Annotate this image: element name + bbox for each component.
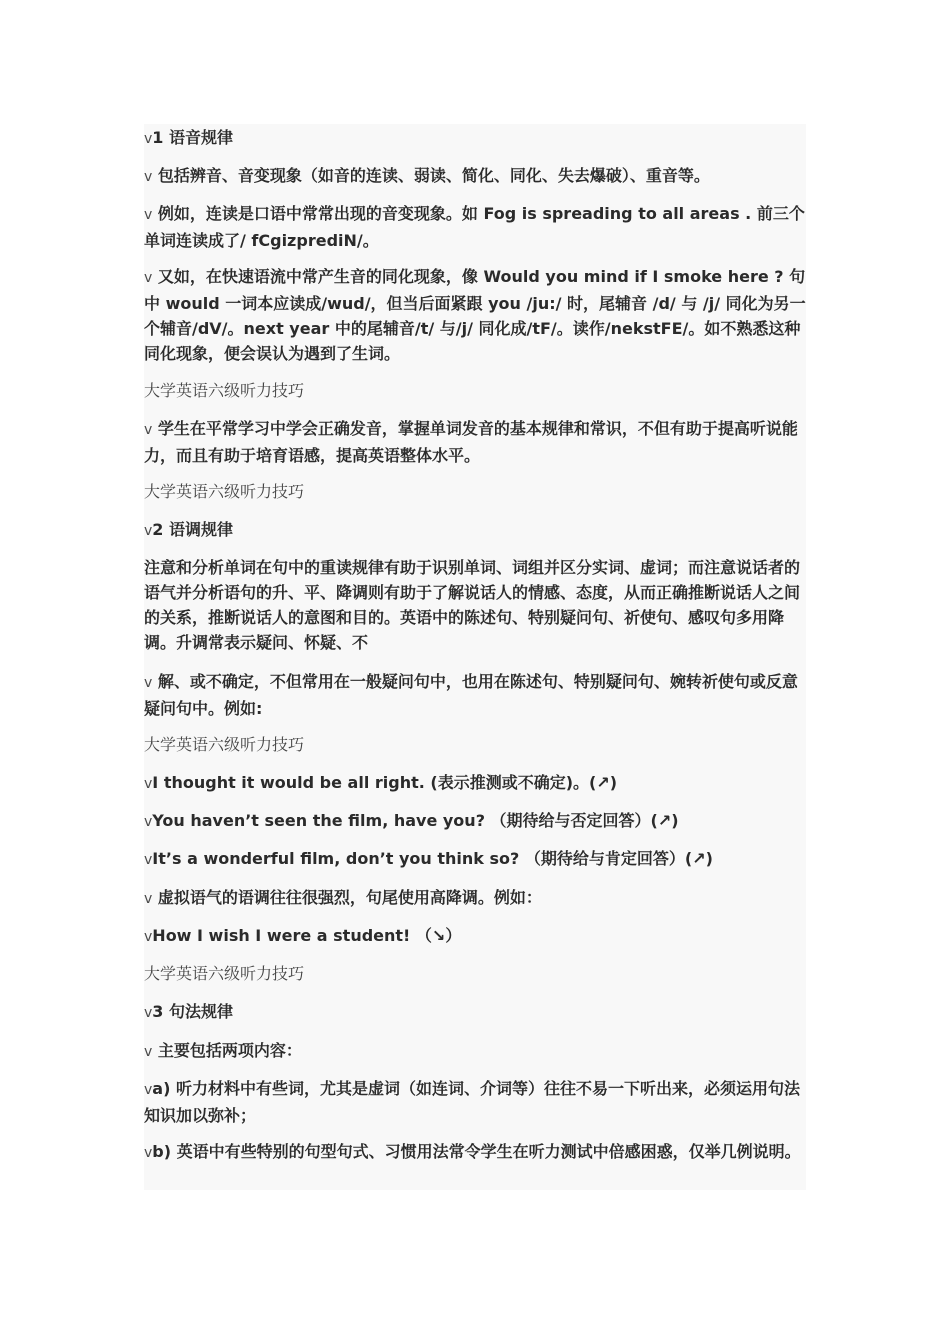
bullet-mark: v: [144, 891, 153, 907]
paragraph: [144, 999, 806, 1026]
bullet-mark: v: [144, 675, 153, 691]
bullet-mark: v: [144, 1005, 153, 1021]
paragraph: [144, 264, 806, 366]
example-sentence: You haven’t seen the film, have you? （期待给与否定回答）(↗): [152, 811, 679, 830]
paragraph-text: 学生在平常学习中学会正确发音，掌握单词发音的基本规律和常识，不但有助于提高听说能力，而且有助于培育语感，提高英语整体水平。: [144, 419, 798, 465]
bullet-mark: v: [144, 929, 153, 945]
paragraph: [144, 201, 806, 253]
paragraph-text: a) 听力材料中有些词，尤其是虚词（如连词、介词等）往往不易一下听出来，必须运用句法知识加以弥补；: [144, 1079, 800, 1125]
paragraph: [144, 885, 806, 912]
paragraph: [144, 163, 806, 190]
bullet-mark: v: [144, 1145, 153, 1161]
paragraph: [144, 808, 806, 835]
caption-text: 大学英语六级听力技巧: [144, 482, 305, 501]
paragraph: [144, 846, 806, 873]
example-sentence: It’s a wonderful film, don’t you think so? （期待给与肯定回答）(↗): [152, 849, 713, 868]
bullet-mark: v: [144, 776, 153, 792]
paragraph-text: b) 英语中有些特别的句型句式、习惯用法常令学生在听力测试中倍感困惑，仅举几例说明。: [152, 1142, 801, 1161]
bullet-mark: v: [144, 814, 153, 830]
example-sentence: How I wish I were a student! （↘）: [152, 926, 462, 945]
bullet-mark: v: [144, 852, 153, 868]
paragraph-text: 包括辨音、音变现象（如音的连读、弱读、简化、同化、失去爆破）、重音等。: [157, 166, 710, 185]
section-heading: 1 语音规律: [152, 128, 234, 147]
paragraph: [144, 1038, 806, 1065]
paragraph: [144, 125, 806, 152]
paragraph-text: 例如，连读是口语中常常出现的音变现象。如 Fog is spreading to all areas . 前三个单词连读成了/ fCgizprediN/。: [144, 204, 805, 250]
paragraph: [144, 669, 806, 721]
bullet-mark: v: [144, 422, 153, 438]
example-sentence: I thought it would be all right. (表示推测或不确定)。(↗): [152, 773, 618, 792]
paragraph-text: 注意和分析单词在句中的重读规律有助于识别单词、词组并区分实词、虚词；而注意说话者的语气并分析语句的升、平、降调则有助于了解说话人的情感、态度，从而正确推断说话人之间的关系，推断说话人的意图和目的。英语中的陈述句、特别疑问句、祈使句、感叹句多用降调。升调常表示疑问、怀疑、不: [144, 558, 801, 652]
paragraph: [144, 1076, 806, 1128]
section-heading: 3 句法规律: [152, 1002, 234, 1021]
repeated-caption: [144, 732, 806, 757]
paragraph: [144, 517, 806, 544]
bullet-mark: v: [144, 169, 153, 185]
paragraph-text: 主要包括两项内容：: [157, 1041, 302, 1060]
paragraph: [144, 416, 806, 468]
caption-text: 大学英语六级听力技巧: [144, 735, 305, 754]
paragraph-text: 又如，在快速语流中常产生音的同化现象，像 Would you mind if I smoke here ? 句中 would 一词本应读成/wud/，但当后面紧跟 you /ju:/ 时，尾辅音 /d/ 与 /j/ 同化为另一个辅音/dV/。next year 中的尾辅音/t/ 与/j/ 同化成/tF/。读作/nekstFE/。如不熟悉这种同化现象，便会误认为遇到了生词。: [144, 267, 806, 363]
paragraph: [144, 923, 806, 950]
paragraph-text: 虚拟语气的语调往往很强烈，句尾使用高降调。例如：: [157, 888, 542, 907]
bullet-mark: v: [144, 1044, 153, 1060]
paragraph: [144, 1139, 806, 1166]
bullet-mark: v: [144, 1082, 153, 1098]
paragraph: [144, 770, 806, 797]
paragraph-text: 解、或不确定，不但常用在一般疑问句中，也用在陈述句、特别疑问句、婉转祈使句或反意疑问句中。例如:: [144, 672, 798, 718]
paragraph: [144, 555, 806, 655]
bullet-mark: v: [144, 270, 153, 286]
repeated-caption: [144, 378, 806, 403]
bullet-mark: v: [144, 131, 153, 147]
bullet-mark: v: [144, 523, 153, 539]
repeated-caption: [144, 961, 806, 986]
section-heading: 2 语调规律: [152, 520, 234, 539]
bullet-mark: v: [144, 207, 153, 223]
repeated-caption: [144, 479, 806, 504]
caption-text: 大学英语六级听力技巧: [144, 381, 305, 400]
caption-text: 大学英语六级听力技巧: [144, 964, 305, 983]
